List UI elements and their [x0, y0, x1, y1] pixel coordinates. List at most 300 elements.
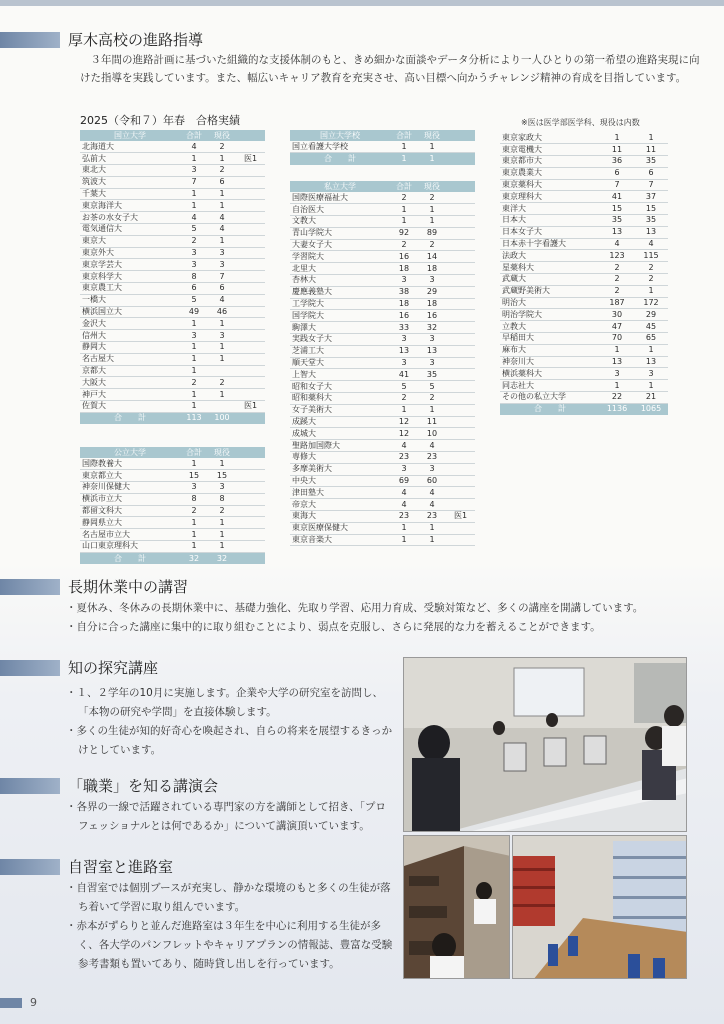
university-name: 弘前大	[80, 153, 180, 165]
note-cell	[446, 487, 475, 499]
current-count: 1	[634, 344, 668, 356]
table-row	[80, 342, 265, 354]
current-count	[208, 365, 236, 377]
career-room-photo	[512, 835, 687, 979]
university-name: 東京海洋大	[80, 200, 180, 212]
total-count: 33	[390, 322, 418, 334]
note-cell	[236, 342, 265, 354]
total-count: 1	[180, 153, 208, 165]
total-count: 4	[390, 440, 418, 452]
total-label: 合 計	[500, 403, 600, 415]
table-row	[500, 309, 668, 321]
note-cell	[446, 381, 475, 393]
total-count: 16	[390, 310, 418, 322]
study-room-photo-image	[404, 836, 510, 979]
university-name: 北里大	[290, 263, 390, 275]
note-cell	[446, 440, 475, 452]
total-count: 15	[180, 470, 208, 482]
table-row	[80, 505, 265, 517]
total-count: 1	[390, 534, 418, 546]
university-name: 青山学院大	[290, 227, 390, 239]
total-count: 1	[390, 204, 418, 216]
table-header: 公立大学	[80, 447, 180, 458]
university-name: 早稲田大	[500, 333, 600, 345]
table-row	[500, 274, 668, 286]
table-row	[80, 153, 265, 165]
university-name: 法政大	[500, 250, 600, 262]
total-count: 12	[390, 428, 418, 440]
table-row	[500, 167, 668, 179]
university-name: 横浜市立大	[80, 493, 180, 505]
lead-paragraph: ３年間の進路計画に基づいた組織的な支援体制のもと、きめ細かな面談やデータ分析により一人ひとりの第一希望の進路実現に向けた指導を実践しています。また、幅広いキャリア教育を充実させ、高い目標へ向かうチャレンジ精神の育成を目指しています。	[80, 54, 700, 84]
table-row	[500, 191, 668, 203]
university-name: 東北大	[80, 165, 180, 177]
university-name: 駒澤大	[290, 322, 390, 334]
university-name: 東京家政大	[500, 132, 600, 144]
note-cell	[236, 482, 265, 494]
col-current-header: 現役	[208, 130, 236, 141]
total-count: 35	[600, 215, 634, 227]
current-count: 18	[418, 263, 446, 275]
total-count: 16	[390, 251, 418, 263]
university-name: 大妻女子大	[290, 239, 390, 251]
current-count: 1	[208, 235, 236, 247]
note-cell	[236, 529, 265, 541]
total-count: 18	[390, 298, 418, 310]
note-cell	[446, 404, 475, 416]
total-count: 41	[600, 191, 634, 203]
note-cell	[236, 271, 265, 283]
total-count: 2	[180, 235, 208, 247]
university-name: 実践女子大	[290, 334, 390, 346]
university-name: 昭和女子大	[290, 381, 390, 393]
note-cell	[236, 505, 265, 517]
table-row	[290, 381, 475, 393]
note-cell	[446, 263, 475, 275]
note-cell	[446, 522, 475, 534]
university-name: 東京都市大	[500, 156, 600, 168]
current-count: 23	[418, 511, 446, 523]
current-count: 10	[418, 428, 446, 440]
university-name: 明治学院大	[500, 309, 600, 321]
current-count: 5	[418, 381, 446, 393]
grand-total: 1136	[600, 403, 634, 415]
study-room-photo	[403, 835, 510, 979]
university-name: 昭和薬科大	[290, 393, 390, 405]
results-title: 2025（令和７）年春 合格実績	[80, 114, 240, 127]
table-row	[80, 517, 265, 529]
table-row	[80, 401, 265, 413]
total-count: 1	[390, 522, 418, 534]
total-count: 1	[180, 517, 208, 529]
total-count: 2	[390, 393, 418, 405]
table-row	[80, 529, 265, 541]
university-name: 国際医療福祉大	[290, 192, 390, 204]
current-count: 8	[208, 493, 236, 505]
current-count: 35	[634, 156, 668, 168]
table-row	[500, 321, 668, 333]
table-row	[290, 275, 475, 287]
current-count: 15	[208, 470, 236, 482]
current-count: 2	[208, 505, 236, 517]
table-row	[290, 404, 475, 416]
section-header-guidance	[0, 29, 203, 50]
current-count: 1	[418, 534, 446, 546]
grand-total: 113	[180, 412, 208, 424]
total-count: 92	[390, 227, 418, 239]
current-count: 60	[418, 475, 446, 487]
current-count: 35	[634, 215, 668, 227]
table-row	[80, 330, 265, 342]
note-cell	[446, 463, 475, 475]
current-count: 1	[208, 318, 236, 330]
total-count: 1	[180, 353, 208, 365]
note-cell	[236, 259, 265, 271]
col-note-header	[236, 447, 265, 458]
current-count: 1	[208, 342, 236, 354]
university-name: 順天堂大	[290, 357, 390, 369]
top-border	[0, 0, 724, 6]
note-cell	[446, 227, 475, 239]
table-row	[290, 204, 475, 216]
current-count: 4	[634, 238, 668, 250]
note-cell	[446, 345, 475, 357]
total-count: 2	[180, 377, 208, 389]
current-count: 4	[418, 440, 446, 452]
note-cell	[236, 470, 265, 482]
university-name: 千葉大	[80, 188, 180, 200]
national-university-table	[80, 130, 265, 424]
total-count: 30	[600, 309, 634, 321]
university-name: 日本赤十字看護大	[500, 238, 600, 250]
total-count: 49	[180, 306, 208, 318]
table-row	[500, 262, 668, 274]
table-row	[290, 192, 475, 204]
total-count: 36	[600, 156, 634, 168]
public-university-table	[80, 447, 265, 564]
note-cell	[236, 318, 265, 330]
table-row	[500, 368, 668, 380]
total-count: 1	[390, 141, 418, 153]
col-note-header	[446, 181, 475, 192]
table-row	[500, 344, 668, 356]
table-row	[80, 318, 265, 330]
note-cell	[236, 235, 265, 247]
section-header-long-break	[0, 576, 188, 597]
total-count: 1	[180, 541, 208, 553]
table-row	[80, 176, 265, 188]
note-cell	[236, 294, 265, 306]
private-university-table-continued	[500, 132, 668, 415]
note-cell	[446, 393, 475, 405]
current-count: 6	[208, 176, 236, 188]
current-count: 18	[418, 298, 446, 310]
total-count: 13	[390, 345, 418, 357]
total-label: 合 計	[80, 412, 180, 424]
total-count: 6	[600, 167, 634, 179]
university-name: 東京医療保健大	[290, 522, 390, 534]
university-name: 神戸大	[80, 389, 180, 401]
col-total-header: 合計	[180, 447, 208, 458]
table-row	[290, 345, 475, 357]
current-count: 29	[418, 286, 446, 298]
total-count: 3	[390, 463, 418, 475]
university-name: 神奈川保健大	[80, 482, 180, 494]
current-count: 2	[418, 239, 446, 251]
current-count: 32	[418, 322, 446, 334]
note-cell	[236, 188, 265, 200]
list-item: ・多くの生徒が知的好奇心を喚起され、自らの将来を展望するきっかけとしています。	[66, 725, 393, 756]
total-count: 8	[180, 493, 208, 505]
table-row	[290, 428, 475, 440]
total-count: 70	[600, 333, 634, 345]
table-row	[290, 286, 475, 298]
current-count: 1	[208, 529, 236, 541]
total-count: 123	[600, 250, 634, 262]
total-count: 3	[390, 357, 418, 369]
table-row	[80, 377, 265, 389]
university-name: 文教大	[290, 216, 390, 228]
total-count: 23	[390, 511, 418, 523]
note-cell: 医1	[236, 401, 265, 413]
table-row	[80, 259, 265, 271]
current-count: 3	[418, 334, 446, 346]
current-count: 4	[208, 294, 236, 306]
table-row	[80, 235, 265, 247]
university-name: その他の私立大学	[500, 392, 600, 404]
current-count: 2	[418, 393, 446, 405]
total-count: 1	[180, 342, 208, 354]
note-cell	[446, 428, 475, 440]
total-count: 4	[390, 499, 418, 511]
total-count: 1	[180, 188, 208, 200]
col-current-header: 現役	[208, 447, 236, 458]
table-row	[80, 482, 265, 494]
current-count: 2	[208, 141, 236, 153]
university-name: 女子美術大	[290, 404, 390, 416]
total-empty-cell	[446, 153, 475, 165]
university-name: 山口東京理科大	[80, 541, 180, 553]
university-name: 一橋大	[80, 294, 180, 306]
university-name: 成蹊大	[290, 416, 390, 428]
total-row	[290, 153, 475, 165]
table-row	[80, 470, 265, 482]
total-count: 8	[180, 271, 208, 283]
table-row	[80, 389, 265, 401]
total-count: 1	[180, 458, 208, 470]
table-row	[290, 227, 475, 239]
current-count: 13	[634, 226, 668, 238]
note-cell	[236, 389, 265, 401]
total-count: 3	[180, 165, 208, 177]
list-item: ・夏休み、冬休みの長期休業中に、基礎力強化、先取り学習、応用力育成、受験対策など、多くの講座を開講しています。	[66, 602, 644, 614]
section-title: 自習室と進路室	[68, 858, 174, 876]
total-count: 2	[600, 285, 634, 297]
total-count: 41	[390, 369, 418, 381]
total-empty-cell	[236, 412, 265, 424]
grand-current: 100	[208, 412, 236, 424]
university-name: 信州大	[80, 330, 180, 342]
note-cell	[446, 251, 475, 263]
grand-current: 32	[208, 552, 236, 564]
table-row	[290, 393, 475, 405]
university-name: 東京音楽大	[290, 534, 390, 546]
university-name: 東京農工大	[80, 283, 180, 295]
total-count: 1	[600, 344, 634, 356]
total-count: 18	[390, 263, 418, 275]
current-count: 23	[418, 452, 446, 464]
current-count: 21	[634, 392, 668, 404]
table-row	[500, 144, 668, 156]
university-name: 武蔵野美術大	[500, 285, 600, 297]
total-count: 187	[600, 297, 634, 309]
current-count: 1	[418, 204, 446, 216]
university-name: 東京学芸大	[80, 259, 180, 271]
note-cell	[446, 204, 475, 216]
career-list	[66, 798, 396, 836]
note-cell	[446, 141, 475, 153]
note-cell	[236, 283, 265, 295]
table-row	[80, 458, 265, 470]
table-row	[80, 294, 265, 306]
current-count: 1	[208, 188, 236, 200]
note-cell	[236, 212, 265, 224]
table-row	[80, 493, 265, 505]
current-count: 6	[208, 283, 236, 295]
university-name: 慶應義塾大	[290, 286, 390, 298]
total-count: 13	[600, 226, 634, 238]
table-row	[290, 334, 475, 346]
table-row	[290, 310, 475, 322]
current-count: 65	[634, 333, 668, 345]
note-cell	[446, 239, 475, 251]
university-name: 自治医大	[290, 204, 390, 216]
total-count: 6	[180, 283, 208, 295]
table-row	[290, 511, 475, 523]
total-count: 7	[180, 176, 208, 188]
current-count: 3	[208, 482, 236, 494]
section-title: 知の探究講座	[68, 659, 159, 677]
current-count: 1	[208, 200, 236, 212]
university-name: 東京理科大	[500, 191, 600, 203]
university-name: 横浜薬科大	[500, 368, 600, 380]
table-row	[80, 353, 265, 365]
current-count: 2	[634, 262, 668, 274]
private-university-table	[290, 181, 475, 546]
total-count: 1	[180, 401, 208, 413]
total-count: 3	[390, 334, 418, 346]
current-count: 3	[418, 463, 446, 475]
current-count: 1	[418, 404, 446, 416]
current-count: 3	[418, 357, 446, 369]
table-row	[80, 306, 265, 318]
table-row	[80, 247, 265, 259]
note-cell	[236, 493, 265, 505]
university-name: 専修大	[290, 452, 390, 464]
current-count: 7	[208, 271, 236, 283]
current-count: 37	[634, 191, 668, 203]
page-title: 厚木高校の進路指導	[68, 31, 204, 49]
current-count: 1	[418, 216, 446, 228]
note-cell	[236, 552, 265, 564]
current-count: 4	[418, 499, 446, 511]
note-cell	[446, 322, 475, 334]
table-row	[80, 224, 265, 236]
table-header: 私立大学	[290, 181, 390, 192]
table-header: 国立大学校	[290, 130, 390, 141]
note-cell	[236, 353, 265, 365]
current-count: 13	[418, 345, 446, 357]
note-cell	[446, 298, 475, 310]
col-current-header: 現役	[418, 130, 446, 141]
university-name: 上智大	[290, 369, 390, 381]
university-name: 立教大	[500, 321, 600, 333]
current-count: 3	[208, 330, 236, 342]
current-count: 172	[634, 297, 668, 309]
note-cell	[446, 369, 475, 381]
table-row	[290, 216, 475, 228]
university-name: 国学院大	[290, 310, 390, 322]
university-name: 学習院大	[290, 251, 390, 263]
table-row	[500, 156, 668, 168]
university-name: 工学院大	[290, 298, 390, 310]
table-row	[500, 179, 668, 191]
current-count: 29	[634, 309, 668, 321]
current-count: 2	[208, 165, 236, 177]
current-count: 11	[634, 144, 668, 156]
total-count: 4	[390, 487, 418, 499]
table-row	[80, 141, 265, 153]
current-count: 1	[208, 541, 236, 553]
university-name: 中央大	[290, 475, 390, 487]
current-count: 45	[634, 321, 668, 333]
university-name: 津田塾大	[290, 487, 390, 499]
section-header-study-room	[0, 856, 173, 877]
note-cell	[236, 365, 265, 377]
total-count: 1	[600, 132, 634, 144]
note-cell	[446, 452, 475, 464]
total-count: 2	[390, 192, 418, 204]
university-name: 北海道大	[80, 141, 180, 153]
university-name: 成城大	[290, 428, 390, 440]
list-item: ・１、２学年の10月に実施します。企業や大学の研究室を訪問し、「本物の研究や学問」を直接体験します。	[66, 687, 384, 718]
current-count: 1	[634, 285, 668, 297]
table-row	[80, 271, 265, 283]
university-name: 国際教養大	[80, 458, 180, 470]
total-row	[500, 403, 668, 415]
current-count: 4	[208, 224, 236, 236]
university-name: 筑波大	[80, 176, 180, 188]
section-bar-icon	[0, 32, 60, 48]
col-current-header: 現役	[418, 181, 446, 192]
classroom-photo	[403, 657, 687, 832]
note-cell	[236, 247, 265, 259]
current-count: 7	[634, 179, 668, 191]
university-name: 同志社大	[500, 380, 600, 392]
list-item: ・赤本がずらりと並んだ進路室は３年生を中心に利用する生徒が多く、各大学のパンフレットやキャリアプランの情報誌、豊富な受験参考書類も置いてあり、随時貸し出しを行っています。	[66, 920, 393, 970]
note-cell	[236, 141, 265, 153]
col-total-header: 合計	[390, 130, 418, 141]
section-title: 「職業」を知る講演会	[68, 777, 219, 795]
total-count: 1	[390, 404, 418, 416]
university-name: 芝浦工大	[290, 345, 390, 357]
list-item: ・各界の一線で活躍されている専門家の方を講師として招き、「プロフェッショナルとは何であるか」について講演頂いています。	[66, 801, 386, 832]
current-count: 1	[418, 522, 446, 534]
note-cell	[446, 310, 475, 322]
note-cell	[446, 334, 475, 346]
note-cell	[236, 200, 265, 212]
table-row	[290, 369, 475, 381]
